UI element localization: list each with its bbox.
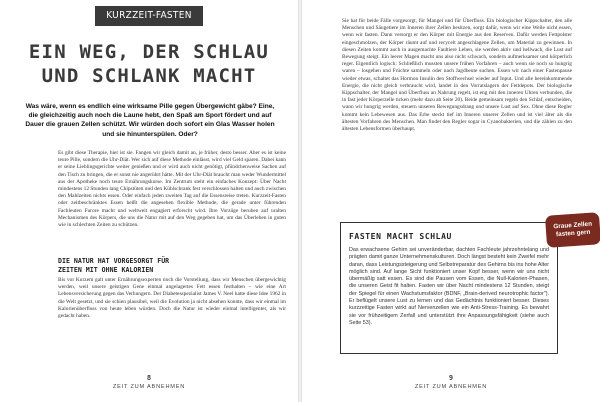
subheading-line-1: DIE NATUR HAT VORGESORGT FÜR (58, 257, 170, 265)
info-box (340, 222, 558, 354)
right-folio (302, 374, 600, 390)
info-box-text: Das erwachsene Gehirn sei unveränderbar, dachten Fachleute jahrzehntelang und prägten damit ganze Unternehmenskulturen. Doch längst besteht kein Zweifel mehr daran, dass Leistungssteigerung und Selbstreparatur des Gehirns bis ins hohe Alter möglich sind. Auf lange Sicht funktioniert unser Kopf besser, wenn wir uns nicht übermäßig satt essen. Es sind die Pausen vom Essen, die Null-Kalorien-Phasen, die unseren Geist fit halten. Fasten wir über Nacht mindestens 12 Stunden, steigt der Spiegel für einen Wachstumsfaktor (BDNF, „Brain-derived neurotrophic factor"). Er beflügelt unsere Lust zu lernen und das Gedächtnis funktioniert besser. Dieses kurzzeitige Fasten wirkt auf Nervenzellen wie ein Anti-Stress-Training. Es bewahrt sie vor frühzeitigem Zerfall und unterstützt ihre Anpassungsfähigkeit (siehe auch Seite 53). (349, 247, 549, 326)
subheading (58, 257, 286, 274)
running-title-right: ZEIT ZUM ABNEHMEN (414, 384, 488, 390)
right-page (302, 0, 600, 402)
running-title-left: ZEIT ZUM ABNEHMEN (112, 384, 186, 390)
headline-line-1: EIN WEG, DER SCHLAU (28, 41, 270, 63)
right-body-text: Sie hat für beide Fälle vorgesorgt, für Mangel und für Überfluss. Ein biologischer Kippschalter, den alle Menschen und Säugetiere im Inneren ihrer Zellen besitzen, sorgt dafür, wenn wir eine Weile nicht essen, wenn wir fasten. Dann versorgt er den Körper mit Energie aus den Reserven. Dafür werden Fettpolster eingeschmolzen, der Körper räumt auf und recycelt angeschlagene Zellen, um Material zu gewinnen. In diesen Zeiten kommt auch in ausgemachte Faultiere Leben, sie werden aktiv und hellwach, die Lust auf Bewegung steigt. Ein leerer Magen macht uns also nicht schwach, sondern aufmerksamer und körperlich reger. Eigentlich logisch: Schließlich mussten unsere frühen Vorfahren – auch wenn sie noch so hungrig waren – losgehen und Früchte sammeln oder nach Jagdbeute suchen. Essen wir nach einer Fastenpause wieder etwas, schaltet das Hormon Insulin den Stoffwechsel wieder auf Input. Und alle bereinkommende Energie, die nicht gleich verbraucht wird, landet in den Vorratslagern der Fettdepots. Der biologische Kippschalter, der Mangel und Überfluss an Nahrung regelt, ist eng mit den inneren Uhren verbunden, die in fast jeder Körperzelle ticken (mehr dazu ab Seite 20). Beide gemeinsam regeln den Schlaf, entscheiden, wann wir hungrig werden, steuern unseren Bewegungsdrang und unsere Lust auf Sex. Ohne diese Regler kommt kein Lebewesen aus. Das Erbe steckt tief im Inneren unserer Zellen und ist viel älter als die ältesten Vorfahren des Menschen. Man findet den Regler sogar in Cyanobakterien, und die zählen zu den ältesten Lebensformen überhaupt. (342, 18, 572, 133)
left-page (0, 0, 298, 402)
headline-line-2: UND SCHLANK MACHT (41, 65, 257, 87)
body-paragraph-2: Bis vor Kurzem galt unter Ernährungsexperten noch die Vorstellung, dass wir Menschen übergewichtig werden, weil unsere geistigen Gene einmal angelagertes Fett essen festhalten – wie eine Art Lebensversicherung gegen das Verhungern. Der Diabetesspezialist James V. Neel hatte diese Idee 1962 in die Welt gesetzt, und sie schien plausibel, weil die Evolution ja nicht absehen konnte, dass wir einmal im Kalorienüberfluss von heute leben würden. Doch die Natur ist wieder einmal intelligenter, als wir gedacht haben. (58, 277, 286, 320)
badge-line-1: Graue Zellen (553, 220, 593, 231)
callout-badge (545, 212, 600, 248)
section-kicker: KURZZEIT-FASTEN (95, 6, 203, 26)
subheading-line-2: ZEITEN MIT OHNE KALORIEN (58, 265, 154, 274)
page-number-right: 9 (448, 374, 454, 382)
lead-paragraph: Was wäre, wenn es endlich eine wirksame Pille gegen Übergewicht gäbe? Eine, die gleichzeitig auch noch die Laune hebt, den Spaß am Sport fördert und auf Dauer die grauen Zellen schützt. Wir würden doch sofort ein Glas Wasser holen und sie hinunterspülen. Oder? (25, 103, 275, 138)
badge-line-2: fasten gern (555, 228, 591, 239)
left-folio (0, 374, 298, 390)
page-headline (18, 40, 280, 88)
page-number-left: 8 (146, 374, 152, 382)
info-box-title: FASTEN MACHT SCHLAU (349, 232, 452, 241)
body-paragraph-1: Es gibt diese Therapie, hier ist sie. Fangen wir gleich damit an, je früher, desto besser. Aber es ist keine teure Pille, sondern die Uhr-Diät. Wer sich auf diese Methode einlässt, wird viel Geld sparen. Dabei kann er seine Lieblingsgerichte weiter genießen und er wird auch nicht genötigt, pfündchenweise Sachen auf den Tisch zu bringen, die er sonst nie angerührt hätte. Mit der Uhr-Diät braucht man weder Wundermittel aus der Apotheke noch teure Ernährungskurse. Im Zentrum steht ein einfaches Konzept: Über Nacht mindestens 12 Stunden lang Chipstüten und den Kühlschrank fest verschlossen halten und auch zwischen den Mahlzeiten nichts essen. Oder einfach jeden zweiten Tag auf die Essensreise treten. Kurzzeit-Fasten oder zeitbeschränktes Essen heißt die angesehen flexible Methode, die gerade unter führenden Fachleuten Furore macht und weltweit engagiert erforscht wird. Ihre Vorzüge beruhen auf uralten Mechanismen des Körpers, die uns die Natur mit auf den Weg gegeben hat, um das Überleben in guten wie in schlechten Zeiten zu schützen. (58, 150, 286, 229)
